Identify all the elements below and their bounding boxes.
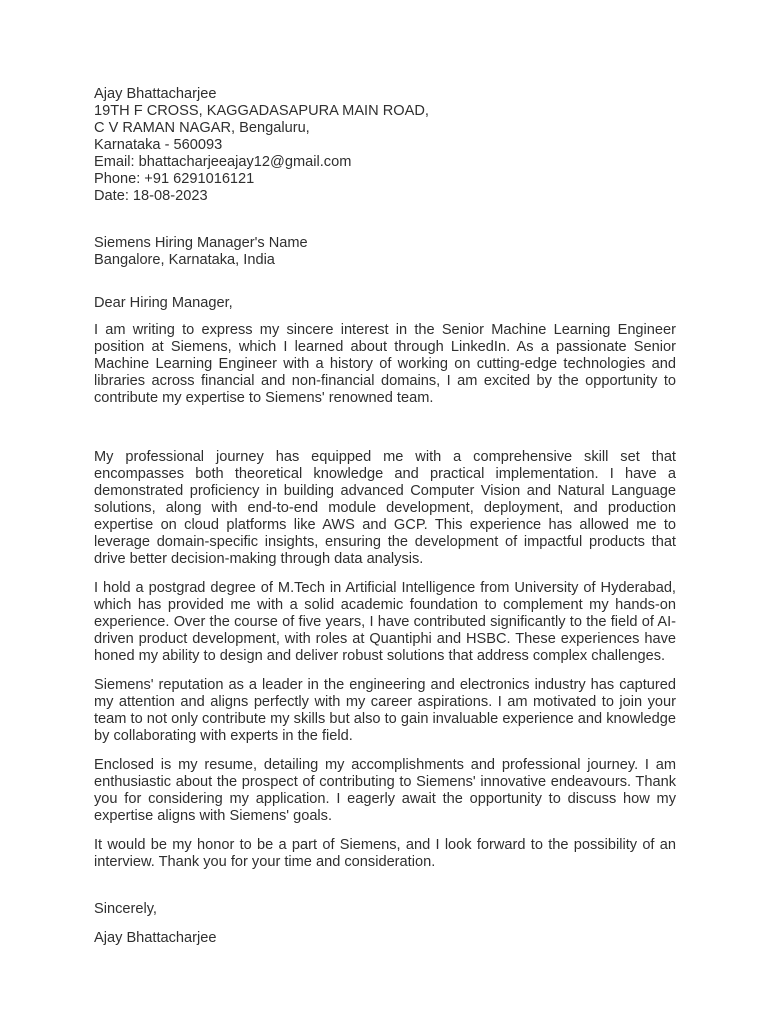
sender-phone: Phone: +91 6291016121 [94,171,255,187]
closing: Sincerely, [94,901,157,917]
sender-block [94,86,676,205]
salutation: Dear Hiring Manager, [94,295,233,311]
paragraph-intro: I am writing to express my sincere interest in the Senior Machine Learning Engineer position at Siemens, which I learned about through LinkedIn. As a passionate Senior Machine Learning Engineer with a history of working on cutting-edge technologies and libraries across financial and non-financial domains, I am excited by the opportunity to contribute my expertise to Siemens' renowned team. [94,322,676,406]
recipient-location: Bangalore, Karnataka, India [94,252,275,268]
recipient-block [94,235,676,269]
sender-name: Ajay Bhattacharjee [94,86,217,102]
paragraph-motivation: Siemens' reputation as a leader in the engineering and electronics industry has captured my attention and aligns perfectly with my career aspirations. I am motivated to join your team to not only contribute my skills but also to gain invaluable experience and knowledge by collaborating with experts in the field. [94,677,676,744]
signature-name: Ajay Bhattacharjee [94,930,217,946]
paragraph-skills: My professional journey has equipped me with a comprehensive skill set that encompasses both theoretical knowledge and practical implementation. I have a demonstrated proficiency in building advanced Computer Vision and Natural Language solutions, along with end-to-end module development, deployment, and production expertise on cloud platforms like AWS and GCP. This experience has allowed me to leverage domain-specific insights, ensuring the development of impactful products that drive better decision-making through data analysis. [94,449,676,567]
paragraph-thanks: It would be my honor to be a part of Siemens, and I look forward to the possibility of an interview. Thank you for your time and consideration. [94,837,676,870]
paragraph-education: I hold a postgrad degree of M.Tech in Artificial Intelligence from University of Hyderabad, which has provided me with a solid academic foundation to complement my hands-on experience. Over the course of five years, I have contributed significantly to the field of AI-driven product development, with roles at Quantiphi and HSBC. These experiences have honed my ability to design and deliver robust solutions that address complex challenges. [94,580,676,664]
paragraph-resume: Enclosed is my resume, detailing my accomplishments and professional journey. I am enthusiastic about the prospect of contributing to Siemens' innovative endeavours. Thank you for considering my application. I eagerly await the opportunity to discuss how my expertise aligns with Siemens' goals. [94,757,676,824]
sender-address-line-1: 19TH F CROSS, KAGGADASAPURA MAIN ROAD, [94,103,429,119]
letter-date: Date: 18-08-2023 [94,188,208,204]
sender-address-line-2: C V RAMAN NAGAR, Bengaluru, [94,120,310,136]
sender-email: Email: bhattacharjeeajay12@gmail.com [94,154,352,170]
sender-address-line-3: Karnataka - 560093 [94,137,223,153]
recipient-name: Siemens Hiring Manager's Name [94,235,308,251]
